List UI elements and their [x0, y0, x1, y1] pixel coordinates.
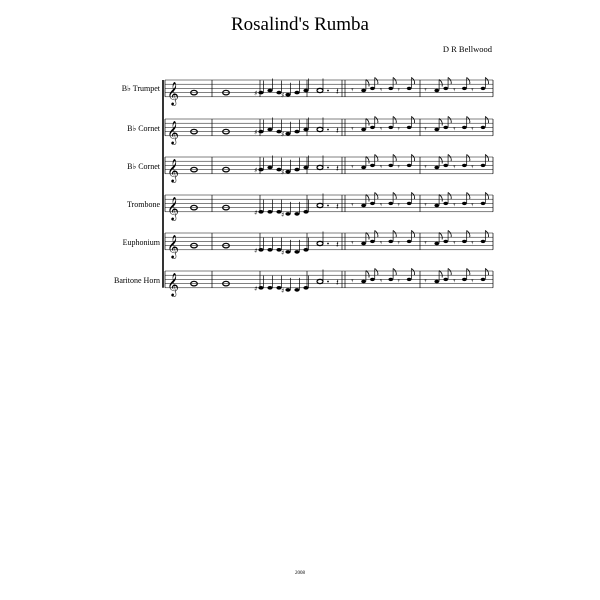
sharp-icon: ♯ [254, 128, 258, 137]
quarter-note [303, 248, 308, 252]
quarter-note [267, 210, 272, 214]
eighth-note [443, 164, 448, 167]
treble-clef-icon: 𝄞 [167, 233, 179, 258]
treble-clef-icon: 𝄞 [167, 271, 179, 296]
eighth-rest-icon: 𝄾 [351, 276, 354, 286]
note-flag [411, 192, 414, 199]
eighth-note [481, 164, 486, 167]
dot [327, 167, 329, 169]
note-flag [439, 80, 442, 87]
eighth-note [462, 87, 467, 90]
quarter-note [285, 170, 290, 174]
eighth-note [388, 278, 393, 281]
treble-clef-icon: 𝄞 [167, 195, 179, 220]
note-flag [467, 230, 470, 237]
note-flag [366, 80, 369, 87]
dot [327, 281, 329, 283]
treble-clef-icon: 𝄞 [167, 119, 179, 144]
instrument-label-trumpet: B♭ Trumpet [121, 84, 160, 93]
eighth-note [370, 87, 375, 90]
quarter-rest-icon: 𝄽 [336, 278, 339, 289]
eighth-note [462, 278, 467, 281]
note-flag [467, 268, 470, 275]
note-flag [366, 271, 369, 278]
quarter-note [303, 210, 308, 214]
eighth-rest-icon: 𝄾 [424, 276, 427, 286]
note-flag [467, 192, 470, 199]
eighth-rest-icon: 𝄾 [397, 238, 400, 248]
quarter-note [303, 286, 308, 290]
note-flag [366, 195, 369, 202]
note-flag [467, 77, 470, 84]
eighth-note [443, 126, 448, 129]
eighth-note [361, 280, 366, 283]
note-flag [439, 157, 442, 164]
note-flag [485, 116, 488, 123]
quarter-note [285, 93, 290, 97]
note-flag [467, 154, 470, 161]
eighth-note [462, 164, 467, 167]
note-flag [393, 77, 396, 84]
sharp-icon: ♯ [254, 166, 258, 175]
eighth-note [434, 242, 439, 245]
sharp-icon: ♯ [281, 248, 285, 257]
eighth-note [481, 278, 486, 281]
eighth-note [407, 278, 412, 281]
quarter-note [258, 210, 263, 214]
eighth-note [434, 166, 439, 169]
eighth-note [361, 166, 366, 169]
eighth-rest-icon: 𝄾 [397, 85, 400, 95]
quarter-note [303, 89, 308, 93]
eighth-note [407, 126, 412, 129]
half-note [317, 127, 323, 131]
note-flag [411, 230, 414, 237]
eighth-note [407, 87, 412, 90]
eighth-rest-icon: 𝄾 [453, 162, 456, 172]
note-flag [366, 233, 369, 240]
note-flag [467, 116, 470, 123]
note-flag [485, 154, 488, 161]
note-flag [366, 119, 369, 126]
eighth-rest-icon: 𝄾 [471, 85, 474, 95]
eighth-rest-icon: 𝄾 [351, 200, 354, 210]
instrument-label-trombone: Trombone [126, 200, 160, 209]
note-flag [375, 77, 378, 84]
quarter-note [294, 212, 299, 216]
eighth-note [370, 126, 375, 129]
sharp-icon: ♯ [281, 210, 285, 219]
note-flag [375, 192, 378, 199]
note-flag [485, 77, 488, 84]
eighth-rest-icon: 𝄾 [453, 238, 456, 248]
eighth-rest-icon: 𝄾 [471, 200, 474, 210]
note-flag [448, 154, 451, 161]
eighth-rest-icon: 𝄾 [424, 85, 427, 95]
composer-name: D R Bellwood [442, 44, 492, 54]
note-flag [366, 157, 369, 164]
quarter-note [294, 288, 299, 292]
eighth-note [370, 278, 375, 281]
eighth-note [407, 240, 412, 243]
eighth-rest-icon: 𝄾 [471, 162, 474, 172]
note-flag [393, 230, 396, 237]
note-flag [448, 230, 451, 237]
quarter-note [285, 288, 290, 292]
note-flag [439, 119, 442, 126]
quarter-note [258, 130, 263, 134]
eighth-rest-icon: 𝄾 [351, 124, 354, 134]
dot [327, 243, 329, 245]
quarter-note [294, 91, 299, 95]
eighth-rest-icon: 𝄾 [397, 276, 400, 286]
eighth-rest-icon: 𝄾 [453, 276, 456, 286]
note-flag [393, 268, 396, 275]
eighth-rest-icon: 𝄾 [453, 85, 456, 95]
quarter-rest-icon: 𝄽 [336, 202, 339, 213]
eighth-note [443, 278, 448, 281]
eighth-rest-icon: 𝄾 [397, 124, 400, 134]
eighth-rest-icon: 𝄾 [351, 162, 354, 172]
quarter-note [267, 89, 272, 93]
note-flag [485, 192, 488, 199]
instrument-label-cornet-1: B♭ Cornet [127, 124, 160, 133]
sharp-icon: ♯ [281, 130, 285, 139]
quarter-note [267, 166, 272, 170]
eighth-note [407, 202, 412, 205]
eighth-rest-icon: 𝄾 [379, 124, 383, 134]
quarter-rest-icon: 𝄽 [336, 164, 339, 175]
eighth-note [462, 126, 467, 129]
eighth-rest-icon: 𝄾 [424, 124, 427, 134]
note-flag [439, 271, 442, 278]
note-flag [448, 192, 451, 199]
quarter-rest-icon: 𝄽 [336, 240, 339, 251]
quarter-note [258, 168, 263, 172]
eighth-rest-icon: 𝄾 [424, 162, 427, 172]
half-note [317, 165, 323, 169]
quarter-note [285, 250, 290, 254]
eighth-note [370, 202, 375, 205]
eighth-rest-icon: 𝄾 [379, 238, 383, 248]
eighth-note [481, 240, 486, 243]
eighth-note [407, 164, 412, 167]
half-note [317, 279, 323, 283]
note-flag [411, 116, 414, 123]
quarter-rest-icon: 𝄽 [336, 126, 339, 137]
quarter-note [294, 130, 299, 134]
eighth-rest-icon: 𝄾 [424, 200, 427, 210]
sharp-icon: ♯ [281, 91, 285, 100]
quarter-note [267, 128, 272, 132]
eighth-rest-icon: 𝄾 [379, 162, 383, 172]
eighth-rest-icon: 𝄾 [397, 162, 400, 172]
eighth-rest-icon: 𝄾 [471, 276, 474, 286]
dot [327, 90, 329, 92]
score-title: Rosalind's Rumba [230, 14, 369, 35]
quarter-note [258, 91, 263, 95]
note-flag [393, 116, 396, 123]
note-flag [411, 268, 414, 275]
eighth-note [434, 128, 439, 131]
note-flag [485, 268, 488, 275]
quarter-note [267, 286, 272, 290]
eighth-note [370, 240, 375, 243]
sharp-icon: ♯ [281, 168, 285, 177]
eighth-note [388, 240, 393, 243]
sharp-icon: ♯ [254, 284, 258, 293]
sharp-icon: ♯ [254, 246, 258, 255]
note-flag [375, 268, 378, 275]
eighth-note [361, 204, 366, 207]
eighth-note [388, 87, 393, 90]
note-flag [448, 116, 451, 123]
half-note [317, 241, 323, 245]
sharp-icon: ♯ [254, 89, 258, 98]
quarter-note [303, 166, 308, 170]
eighth-note [434, 204, 439, 207]
eighth-note [443, 202, 448, 205]
eighth-rest-icon: 𝄾 [453, 124, 456, 134]
sharp-icon: ♯ [281, 286, 285, 295]
half-note [317, 88, 323, 92]
quarter-note [294, 168, 299, 172]
eighth-note [361, 128, 366, 131]
footer-year: 2008 [295, 571, 305, 576]
treble-clef-icon: 𝄞 [167, 80, 179, 105]
eighth-rest-icon: 𝄾 [351, 85, 354, 95]
instrument-label-cornet-2: B♭ Cornet [127, 162, 160, 171]
eighth-note [388, 164, 393, 167]
eighth-rest-icon: 𝄾 [379, 85, 383, 95]
note-flag [375, 154, 378, 161]
note-flag [448, 268, 451, 275]
note-flag [485, 230, 488, 237]
instrument-label-euphonium: Euphonium [122, 238, 160, 247]
eighth-note [434, 280, 439, 283]
eighth-note [388, 202, 393, 205]
note-flag [375, 230, 378, 237]
note-flag [393, 154, 396, 161]
dot [327, 205, 329, 207]
eighth-note [462, 240, 467, 243]
eighth-rest-icon: 𝄾 [453, 200, 456, 210]
eighth-note [443, 240, 448, 243]
quarter-note [258, 286, 263, 290]
quarter-rest-icon: 𝄽 [336, 87, 339, 98]
half-note [317, 203, 323, 207]
note-flag [439, 195, 442, 202]
sharp-icon: ♯ [254, 208, 258, 217]
note-flag [439, 233, 442, 240]
eighth-note [370, 164, 375, 167]
eighth-note [443, 87, 448, 90]
note-flag [393, 192, 396, 199]
quarter-note [267, 248, 272, 252]
note-flag [375, 116, 378, 123]
note-flag [411, 154, 414, 161]
eighth-rest-icon: 𝄾 [397, 200, 400, 210]
note-flag [448, 77, 451, 84]
eighth-note [481, 87, 486, 90]
eighth-rest-icon: 𝄾 [379, 276, 383, 286]
treble-clef-icon: 𝄞 [167, 157, 179, 182]
note-flag [411, 77, 414, 84]
quarter-note [285, 212, 290, 216]
dot [327, 129, 329, 131]
eighth-rest-icon: 𝄾 [471, 124, 474, 134]
eighth-note [481, 126, 486, 129]
quarter-note [258, 248, 263, 252]
instrument-label-baritone: Baritone Horn [114, 276, 160, 285]
eighth-note [481, 202, 486, 205]
eighth-note [462, 202, 467, 205]
eighth-rest-icon: 𝄾 [379, 200, 383, 210]
quarter-note [303, 128, 308, 132]
eighth-rest-icon: 𝄾 [424, 238, 427, 248]
eighth-note [434, 89, 439, 92]
eighth-rest-icon: 𝄾 [351, 238, 354, 248]
eighth-note [388, 126, 393, 129]
eighth-note [361, 89, 366, 92]
eighth-rest-icon: 𝄾 [471, 238, 474, 248]
quarter-note [294, 250, 299, 254]
eighth-note [361, 242, 366, 245]
quarter-note [285, 132, 290, 136]
